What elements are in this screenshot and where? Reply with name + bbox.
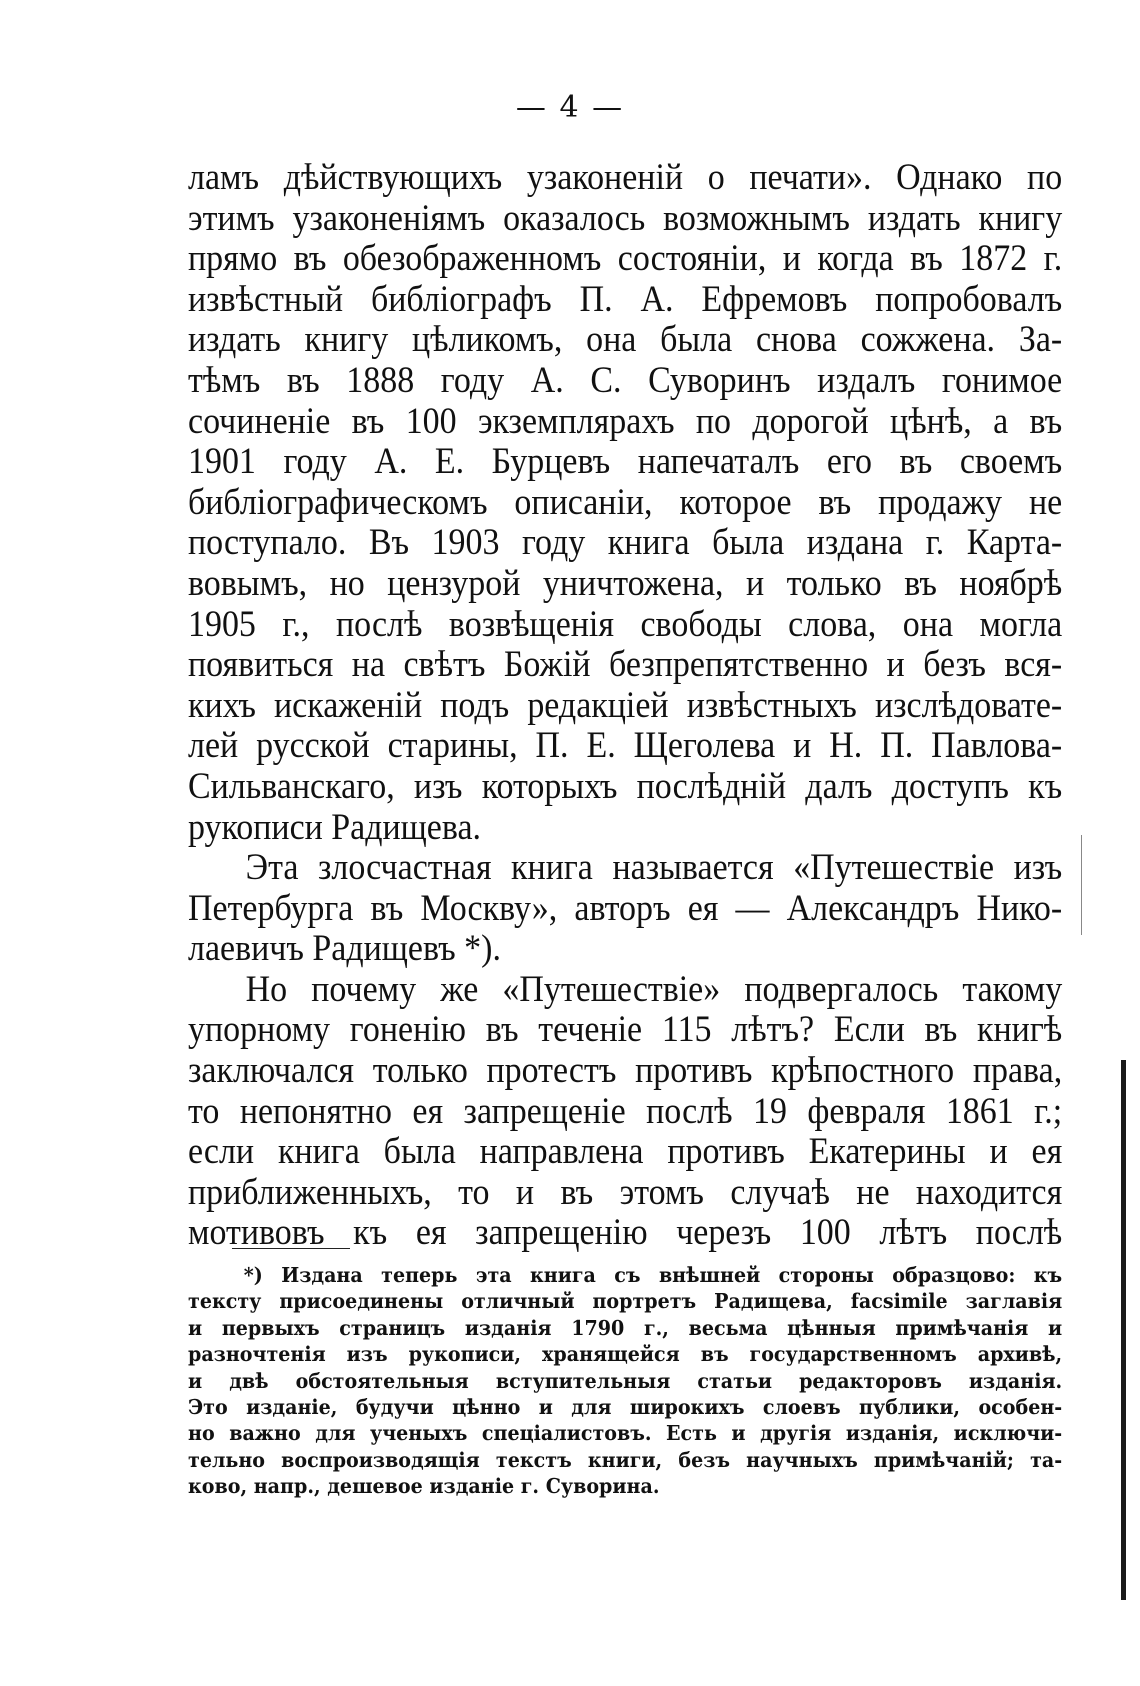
text-line: этимъ узаконеніямъ оказалось возможнымъ издать книгу [188, 196, 1063, 238]
text-line: Сильванскаго, изъ которыхъ послѣдній далъ доступъ къ [188, 764, 1063, 806]
footnote-line: ково, напр., дешевое изданіе г. Суворина. [188, 1474, 660, 1499]
footnote-line: тельно воспроизводящія текстъ книги, безъ научныхъ примѣчаній; та- [188, 1447, 1063, 1472]
text-line: Но почему же «Путешествіе» подвергалось такому [245, 967, 1063, 1009]
footnote [188, 1262, 1062, 1500]
scan-edge-shadow [1121, 1060, 1126, 1600]
text-line: вовымъ, но цензурой уничтожена, и только въ ноябрѣ [188, 561, 1063, 603]
text-line: извѣстный библіографъ П. А. Ефремовъ попробовалъ [188, 277, 1063, 319]
text-line: лаевичъ Радищевъ *). [188, 927, 501, 969]
text-line: появиться на свѣтъ Божій безпрепятственно и безъ вся- [188, 643, 1063, 685]
text-line: 1905 г., послѣ возвѣщенія свободы слова, она могла [188, 602, 1063, 644]
text-line: ламъ дѣйствующихъ узаконеній о печати». Однако по [188, 156, 1063, 197]
text-line: упорному гоненію въ теченіе 115 лѣтъ? Если въ книгѣ [188, 1008, 1063, 1050]
page-number: — 4 — [515, 90, 625, 125]
text-line: библіографическомъ описаніи, которое въ продажу не [188, 480, 1063, 522]
text-line: поступало. Въ 1903 году книга была издана г. Карта- [188, 521, 1063, 563]
footnote-line: разночтенія изъ рукописи, хранящейся въ государственномъ архивѣ, [188, 1342, 1063, 1367]
text-line: мотивовъ къ ея запрещенію черезъ 100 лѣтъ послѣ [188, 1211, 1063, 1253]
text-line: кихъ искаженій подъ редакціей извѣстныхъ изслѣдовате- [188, 683, 1063, 725]
text-line: заключался только протестъ противъ крѣпостного права, [188, 1049, 1063, 1091]
text-line: издать книгу цѣликомъ, она была снова сожжена. За- [188, 318, 1063, 360]
footnote-line: но важно для ученыхъ спеціалистовъ. Есть и другія изданія, исключи- [188, 1421, 1063, 1446]
footnote-line: *) Издана теперь эта книга съ внѣшней стороны образцово: къ [243, 1263, 1063, 1287]
text-line: тѣмъ въ 1888 году А. С. Суворинъ издалъ гонимое [188, 358, 1063, 400]
text-line: лей русской старины, П. Е. Щеголева и Н. П. Павлова- [188, 724, 1063, 766]
footnote-line: Это изданіе, будучи цѣнно и для широкихъ слоевъ публики, особен- [188, 1395, 1063, 1420]
text-line: рукописи Радищева. [188, 805, 482, 847]
text-line: если книга была направлена противъ Екатерины и ея [188, 1130, 1063, 1172]
footnote-line: тексту присоединены отличный портретъ Радищева, facsimile заглавія [188, 1289, 1063, 1314]
footnote-line: и первыхъ страницъ изданія 1790 г., весьма цѣнныя примѣчанія и [188, 1315, 1063, 1340]
footnote-divider [232, 1248, 350, 1249]
text-line: 1901 году А. Е. Бурцевъ напечаталъ его въ своемъ [188, 440, 1063, 482]
footnote-line: и двѣ обстоятельныя вступительныя статьи редакторовъ изданія. [188, 1368, 1063, 1393]
text-line: Петербурга въ Москву», авторъ ея — Александръ Нико- [188, 886, 1063, 928]
scan-artifact-line [1081, 835, 1082, 935]
text-line: сочиненіе въ 100 экземплярахъ по дорогой цѣнѣ, а въ [188, 399, 1063, 441]
main-text [188, 157, 1062, 1253]
text-line: Эта злосчастная книга называется «Путешествіе изъ [245, 846, 1063, 888]
text-line: прямо въ обезображенномъ состояніи, и когда въ 1872 г. [188, 237, 1063, 279]
text-line: приближенныхъ, то и въ этомъ случаѣ не находится [188, 1170, 1063, 1212]
text-line: то непонятно ея запрещеніе послѣ 19 февраля 1861 г.; [188, 1089, 1063, 1131]
